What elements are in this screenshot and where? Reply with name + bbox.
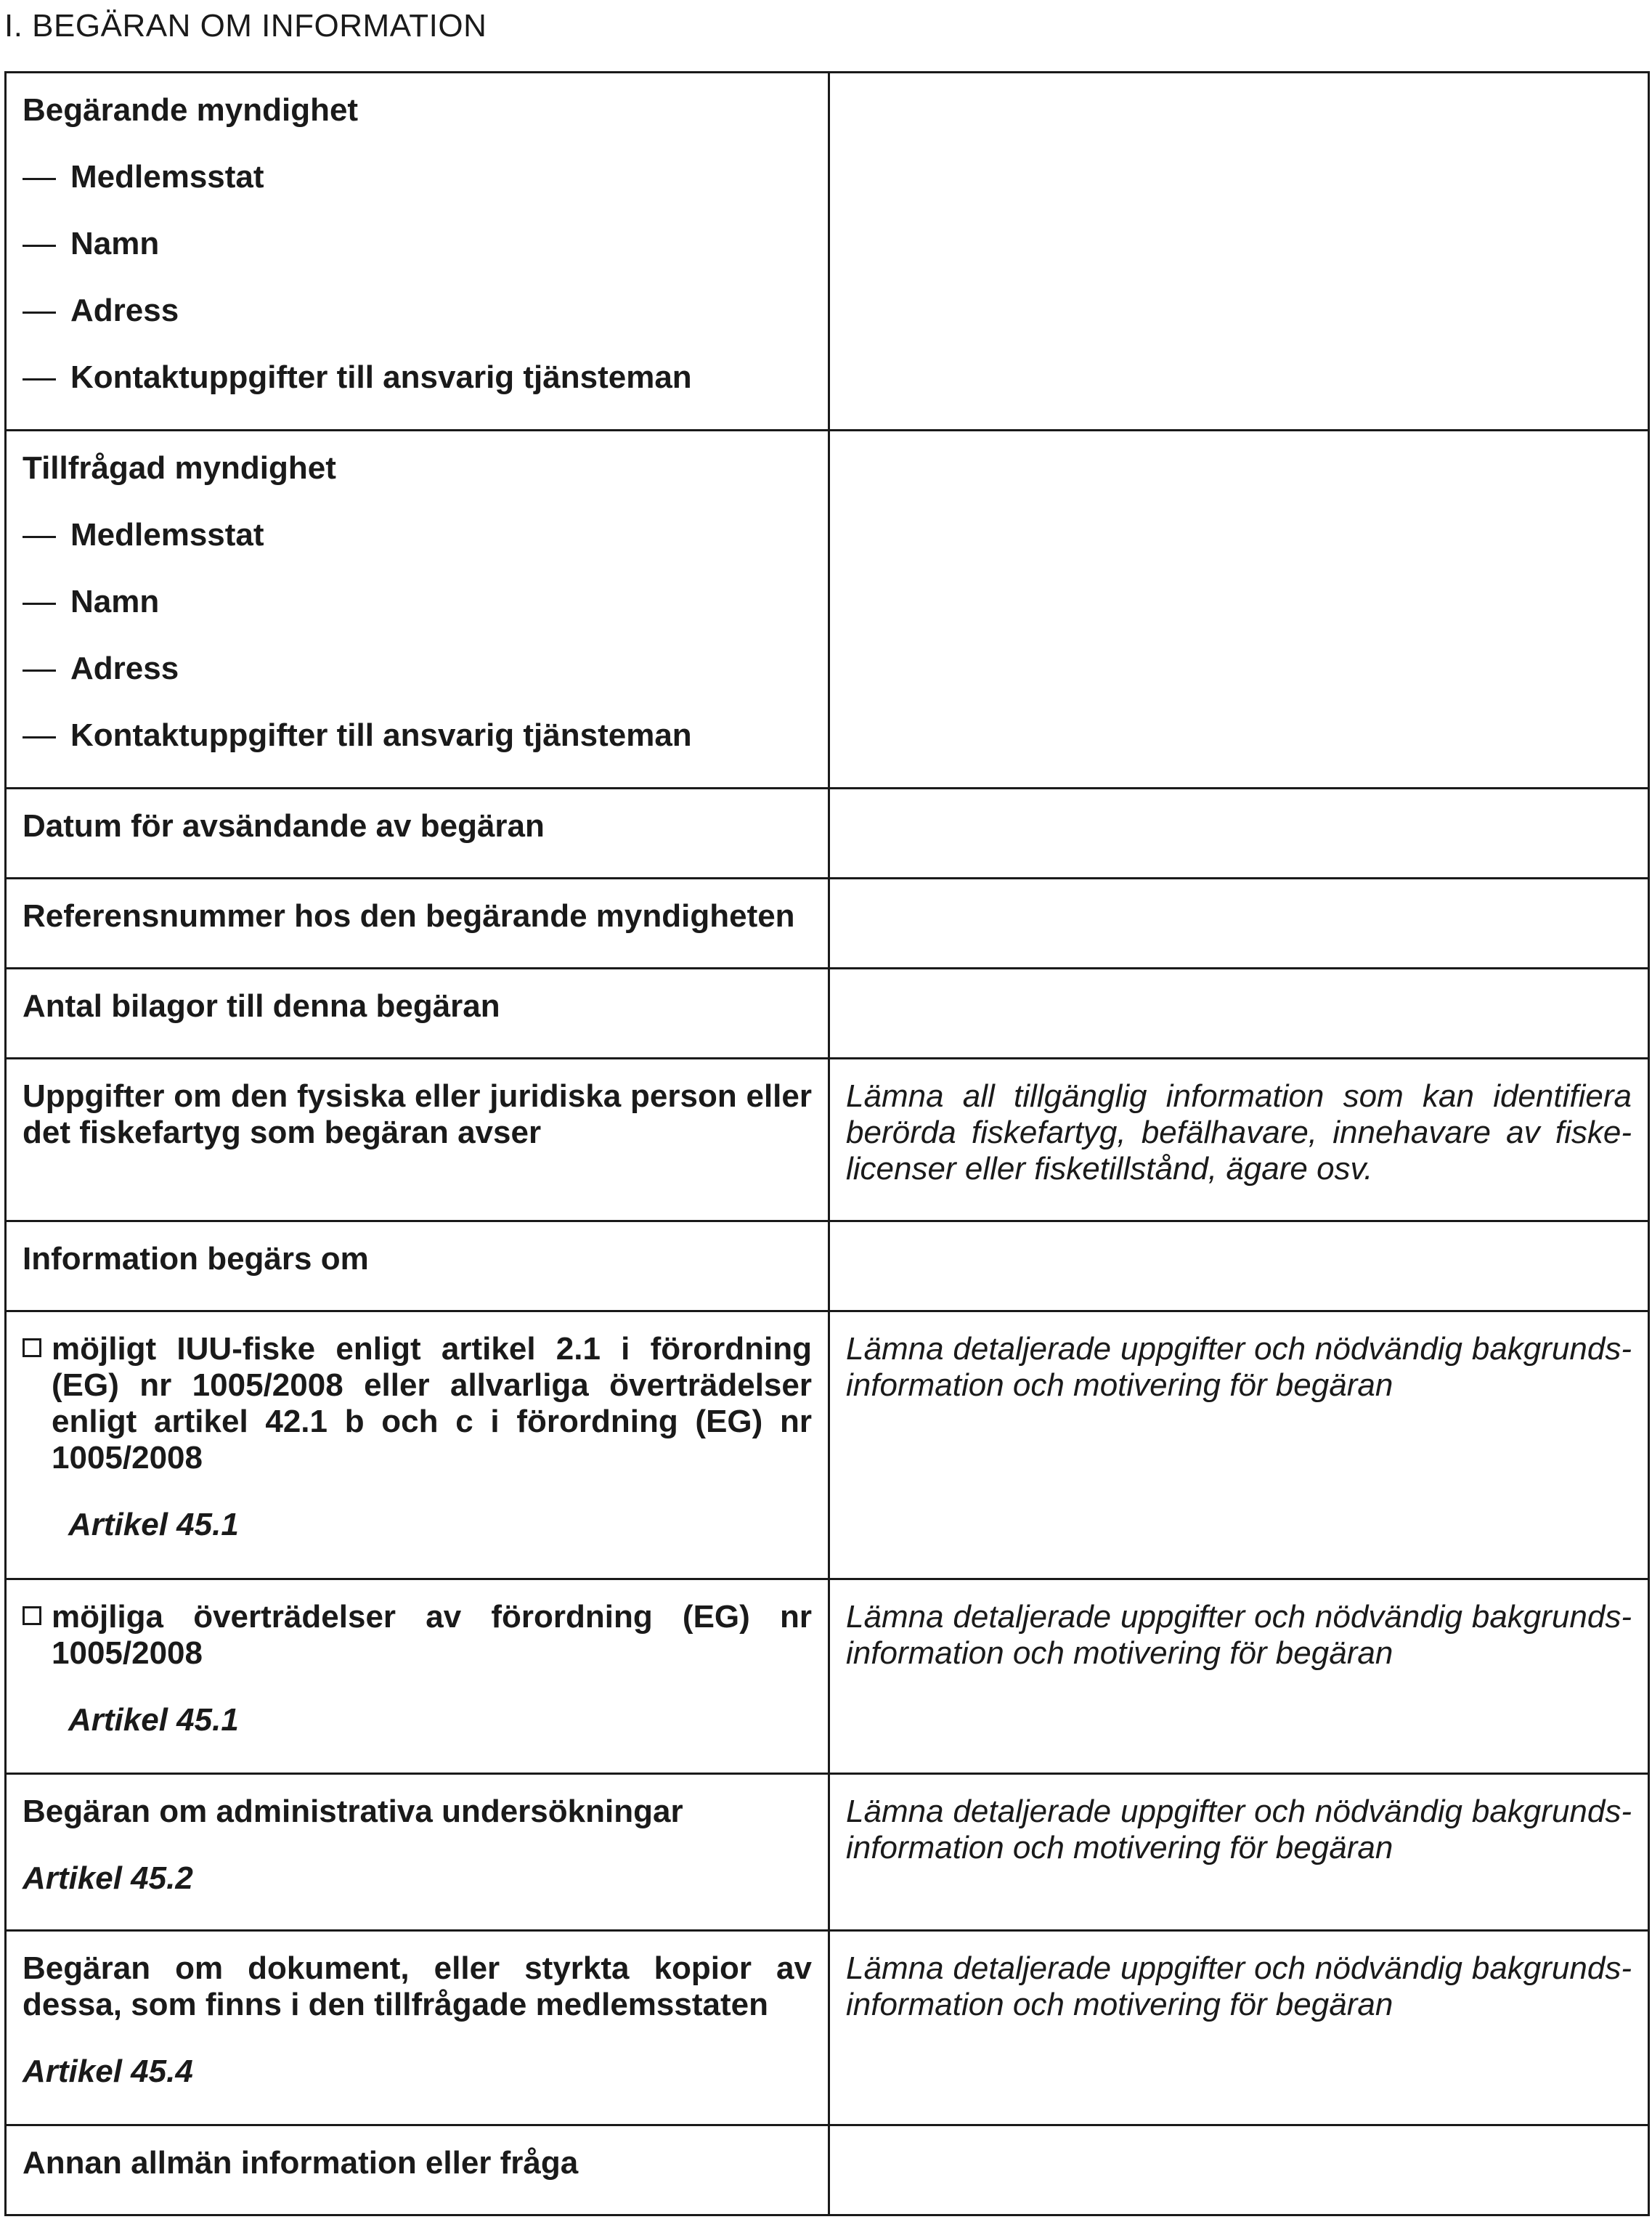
page-title: I. BEGÄRAN OM INFORMATION [4, 8, 487, 44]
annexes-value-cell[interactable] [829, 969, 1649, 1059]
dash-icon [23, 245, 56, 247]
admin-label: Begäran om administrativa undersökningar [23, 1794, 683, 1829]
other-info-value-cell[interactable] [829, 2125, 1649, 2215]
item-label: Medlemsstat [70, 517, 264, 553]
iuu-label-cell [6, 1311, 829, 1579]
requesting-member-state-item [23, 159, 812, 195]
reference-row [6, 879, 1649, 969]
checkbox-icon[interactable] [23, 1338, 41, 1357]
annexes-label: Antal bilagor till denna begäran [6, 969, 829, 1059]
subject-note: Lämna all tillgänglig information som kan identifiera berörda fiskefartyg, befälhavare, innehavare av fiske-licenser eller fisketillstånd, ägare osv. [829, 1059, 1649, 1221]
infringements-label-cell [6, 1579, 829, 1774]
requesting-name-item [23, 226, 812, 262]
infringements-row [6, 1579, 1649, 1774]
dash-icon [23, 670, 56, 672]
documents-label-cell [6, 1931, 829, 2125]
item-label: Namn [70, 584, 160, 619]
iuu-checkbox-row[interactable] [23, 1331, 812, 1476]
iuu-label: möjligt IUU-fiske enligt artikel 2.1 i förordning (EG) nr 1005/2008 eller allvarliga överträdelser enligt artikel 42.1 b och c i förordning (EG) nr 1005/2008 [52, 1331, 812, 1476]
reference-label: Referensnummer hos den begärande myndigheten [6, 879, 829, 969]
item-label: Adress [70, 293, 179, 328]
dash-icon [23, 536, 56, 538]
dash-icon [23, 378, 56, 380]
dash-icon [23, 178, 56, 180]
dash-icon [23, 603, 56, 605]
checkbox-icon[interactable] [23, 1606, 41, 1625]
requested-address-item [23, 651, 812, 687]
documents-label: Begäran om dokument, eller styrkta kopior av dessa, som finns i den tillfrågade medlemsstaten [23, 1950, 812, 2022]
admin-article: Artikel 45.2 [23, 1860, 193, 1896]
infringements-checkbox-row[interactable] [23, 1599, 812, 1672]
subject-row [6, 1059, 1649, 1221]
item-label: Kontaktuppgifter till ansvarig tjänsteman [70, 717, 692, 753]
infringements-note: Lämna detaljerade uppgifter och nödvändig bakgrunds-information och motivering för begäran [829, 1579, 1649, 1774]
reference-value-cell[interactable] [829, 879, 1649, 969]
admin-enquiries-row [6, 1774, 1649, 1931]
dash-icon [23, 736, 56, 738]
documents-row [6, 1931, 1649, 2125]
requested-authority-row [6, 431, 1649, 789]
documents-article: Artikel 45.4 [23, 2054, 193, 2089]
requesting-authority-label-cell [6, 73, 829, 431]
information-request-form [4, 71, 1650, 2216]
requesting-contact-item [23, 359, 812, 396]
subject-label: Uppgifter om den fysiska eller juridiska person eller det fiskefartyg som begäran avser [6, 1059, 829, 1221]
requested-authority-value-cell[interactable] [829, 431, 1649, 789]
iuu-note: Lämna detaljerade uppgifter och nödvändig bakgrunds-information och motivering för begäran [829, 1311, 1649, 1579]
requested-contact-item [23, 717, 812, 754]
date-label: Datum för avsändande av begäran [6, 789, 829, 879]
item-label: Adress [70, 651, 179, 686]
date-row [6, 789, 1649, 879]
requested-authority-title: Tillfrågad myndighet [23, 450, 336, 486]
info-requested-value-cell[interactable] [829, 1221, 1649, 1311]
admin-label-cell [6, 1774, 829, 1931]
info-requested-row [6, 1221, 1649, 1311]
annexes-row [6, 969, 1649, 1059]
dash-icon [23, 312, 56, 314]
info-requested-label: Information begärs om [6, 1221, 829, 1311]
iuu-row [6, 1311, 1649, 1579]
requesting-authority-row [6, 73, 1649, 431]
admin-note: Lämna detaljerade uppgifter och nödvändig bakgrunds-information och motivering för begäran [829, 1774, 1649, 1931]
item-label: Medlemsstat [70, 159, 264, 195]
requested-authority-label-cell [6, 431, 829, 789]
requesting-authority-value-cell[interactable] [829, 73, 1649, 431]
other-info-row [6, 2125, 1649, 2215]
item-label: Namn [70, 226, 160, 261]
requesting-address-item [23, 293, 812, 329]
date-value-cell[interactable] [829, 789, 1649, 879]
requested-name-item [23, 584, 812, 620]
infringements-article: Artikel 45.1 [68, 1702, 239, 1738]
requested-member-state-item [23, 517, 812, 553]
documents-note: Lämna detaljerade uppgifter och nödvändig bakgrunds-information och motivering för begäran [829, 1931, 1649, 2125]
other-info-label: Annan allmän information eller fråga [6, 2125, 829, 2215]
infringements-label: möjliga överträdelser av förordning (EG) nr 1005/2008 [52, 1599, 812, 1671]
iuu-article: Artikel 45.1 [68, 1507, 239, 1542]
item-label: Kontaktuppgifter till ansvarig tjänsteman [70, 359, 692, 395]
requesting-authority-title: Begärande myndighet [23, 92, 359, 128]
